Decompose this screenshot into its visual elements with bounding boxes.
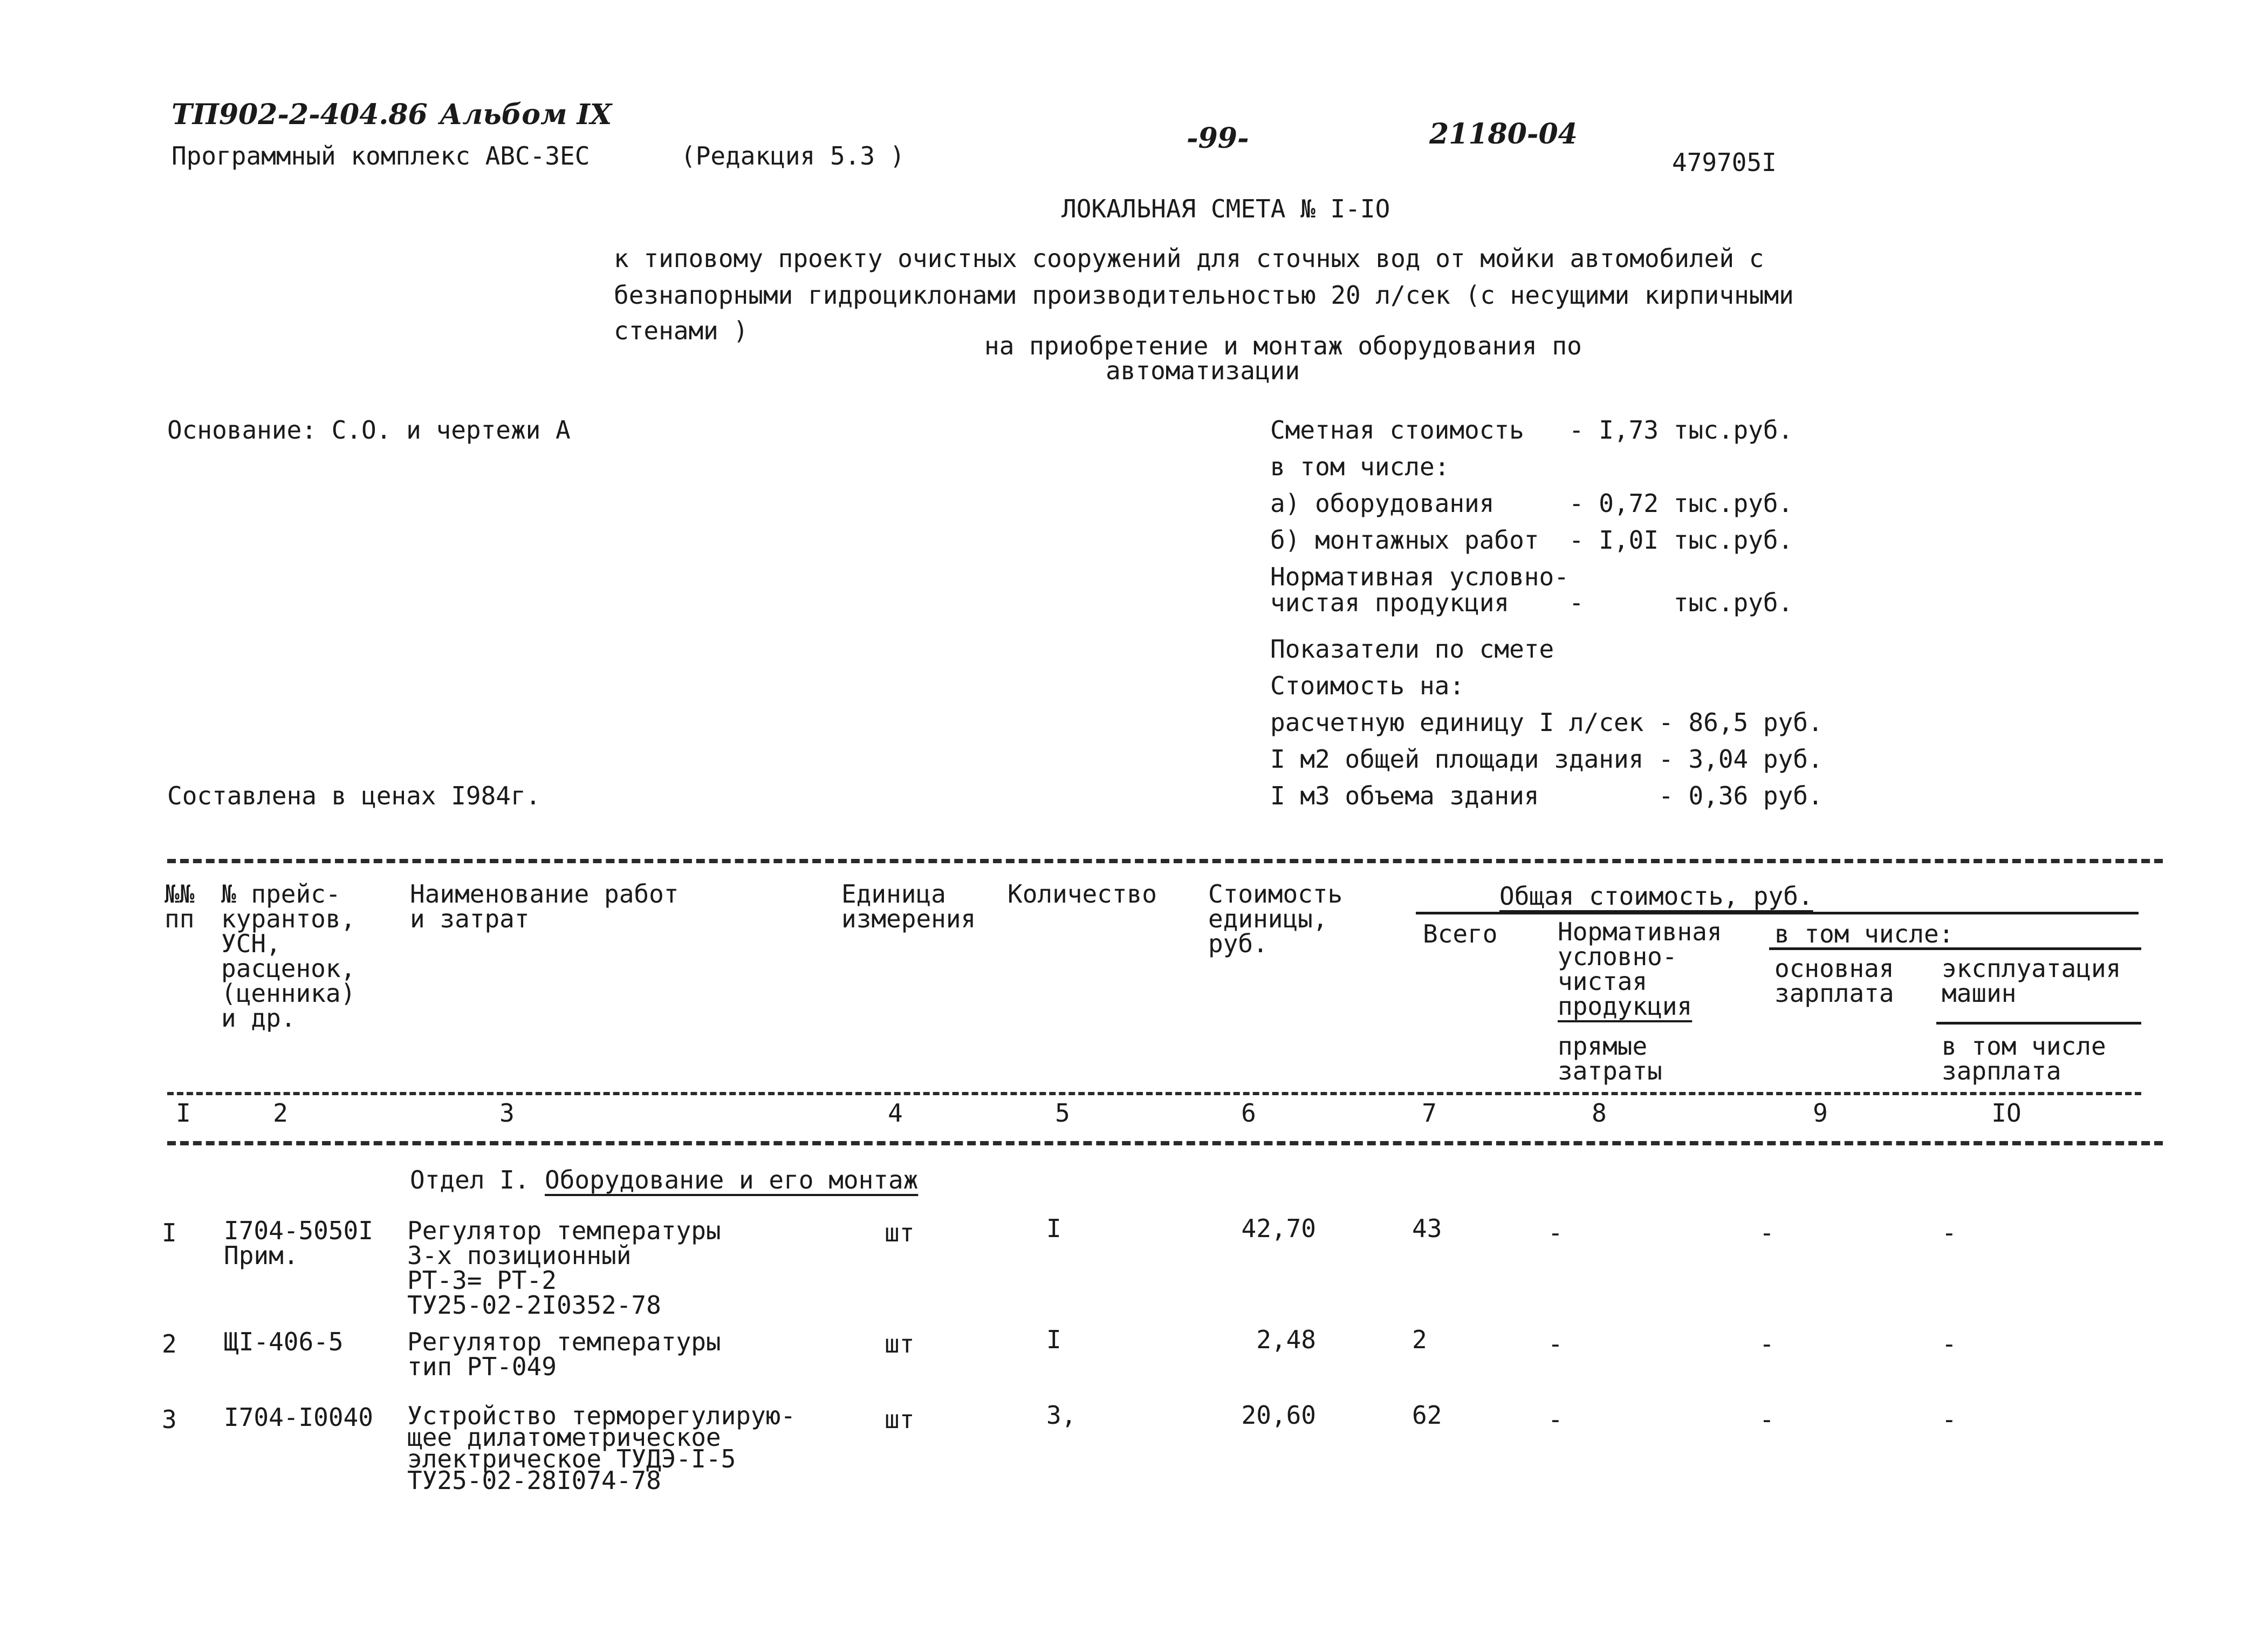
row-machines: - [1942, 1329, 1957, 1358]
prices-text: Составлена в ценах I984г. [167, 781, 541, 810]
basis-text: Основание: С.О. и чертежи А [167, 415, 571, 445]
row-quantity: 3, [1046, 1401, 1077, 1430]
col-number-6: 6 [1241, 1098, 1256, 1128]
summary-including: в том числе: [1270, 452, 1450, 481]
program-name: Программный комплекс АВС-ЗЕС [172, 141, 590, 170]
summary-net-product-2: чистая продукция - тыс.руб. [1270, 588, 1793, 617]
col-number-7: 7 [1422, 1098, 1437, 1128]
row-total: 2 [1412, 1325, 1427, 1354]
section-title: Оборудование и его монтаж [545, 1165, 919, 1194]
row-machines: - [1942, 1218, 1957, 1247]
col-header-unit-cost: Стоимость единицы, руб. [1208, 879, 1343, 958]
col-number-2: 2 [273, 1098, 288, 1128]
summary-per-unit: расчетную единицу I л/сек - 86,5 руб. [1270, 708, 1823, 737]
row-total: 62 [1412, 1401, 1442, 1430]
handwritten-project-code: ТП902-2-404.86 [172, 98, 428, 131]
document-code: 21180-04 [1429, 118, 1578, 151]
row-price-code: ЩI-406-5 [224, 1327, 344, 1356]
col-number-9: 9 [1813, 1098, 1828, 1128]
title-description-line-1: к типовому проекту очистных сооружений для сточных вод от мойки автомобилей с [614, 244, 1764, 273]
row-unit: шт [885, 1329, 915, 1358]
row-unit-cost: 20,60 [1241, 1401, 1316, 1430]
row-unit-cost: 2,48 [1256, 1325, 1316, 1354]
table-header-rule [167, 1092, 2141, 1095]
summary-cost: Сметная стоимость - I,73 тыс.руб. [1270, 415, 1793, 445]
table-top-rule [167, 859, 2163, 863]
row-net-product: - [1548, 1405, 1563, 1434]
page-title: ЛОКАЛЬНАЯ СМЕТА № I-IO [1061, 194, 1390, 223]
row-net-product: - [1548, 1218, 1563, 1247]
summary-equipment: а) оборудования - 0,72 тыс.руб. [1270, 489, 1793, 518]
summary-net-product-1: Нормативная условно- [1270, 562, 1569, 591]
col-header-machines: эксплуатация машин [1942, 954, 2121, 1008]
document-number: 479705I [1672, 148, 1777, 177]
title-description-line-2: безнапорными гидроциклонами производительностью 20 л/сек (с несущими кирпичными [614, 281, 1794, 310]
col-header-base-salary: основная зарплата [1774, 954, 1894, 1008]
section-prefix: Отдел I. [410, 1165, 530, 1194]
title-description-line-3: стенами ) [614, 316, 749, 345]
col-header-net-product-underlined: продукция [1558, 992, 1693, 1021]
summary-indicators: Показатели по смете [1270, 634, 1554, 664]
page-number: -99- [1187, 122, 1249, 155]
row-unit: шт [885, 1218, 915, 1247]
row-price-code: I704-5050I Прим. [224, 1216, 373, 1270]
column-numbers-rule [167, 1141, 2163, 1145]
row-number: I [162, 1218, 177, 1247]
row-work-name: Регулятор температуры 3-х позиционный РТ-3= РТ-2 ТУ25-02-2I0352-78 [407, 1216, 721, 1320]
handwritten-album-label: Альбом IX [440, 98, 612, 131]
row-unit-cost: 42,70 [1241, 1214, 1316, 1243]
col-header-number: №№ пп [165, 879, 195, 933]
row-quantity: I [1046, 1325, 1061, 1354]
col-number-4: 4 [888, 1098, 903, 1128]
edition-label: (Редакция 5.3 ) [681, 141, 905, 170]
total-group-rule [1416, 912, 2139, 914]
col-number-10: IO [1991, 1098, 2022, 1128]
row-net-product: - [1548, 1329, 1563, 1358]
subtitle-line-2: автоматизации [1106, 356, 1300, 385]
row-unit: шт [885, 1405, 915, 1434]
col-header-direct-costs: прямые затраты [1558, 1032, 1662, 1085]
summary-cost-per: Стоимость на: [1270, 671, 1465, 700]
row-base-salary: - [1759, 1218, 1774, 1247]
col-number-8: 8 [1592, 1098, 1607, 1128]
row-price-code: I704-I0040 [224, 1403, 373, 1432]
col-number-3: 3 [499, 1098, 515, 1128]
row-work-name: Регулятор температуры тип РТ-049 [407, 1327, 721, 1381]
col-header-net-product: Нормативная условно- чистая [1558, 917, 1722, 996]
col-header-including: в том числе: [1774, 919, 1954, 948]
col-header-quantity: Количество [1008, 879, 1157, 909]
col-header-total: Всего [1423, 919, 1498, 948]
col-header-unit: Единица измерения [841, 879, 976, 933]
row-quantity: I [1046, 1214, 1061, 1243]
summary-per-m3: I м3 объема здания - 0,36 руб. [1270, 781, 1823, 810]
row-number: 3 [162, 1405, 177, 1434]
row-machines: - [1942, 1405, 1957, 1434]
summary-per-m2: I м2 общей площади здания - 3,04 руб. [1270, 745, 1823, 774]
row-total: 43 [1412, 1214, 1442, 1243]
col-header-work-name: Наименование работ и затрат [410, 879, 679, 933]
summary-installation: б) монтажных работ - I,0I тыс.руб. [1270, 525, 1793, 555]
col-number-5: 5 [1055, 1098, 1070, 1128]
subtitle-line-1: на приобретение и монтаж оборудования по [984, 331, 1582, 360]
col-number-1: I [176, 1098, 191, 1128]
row-base-salary: - [1759, 1405, 1774, 1434]
col-header-machines-salary: в том числе зарплата [1942, 1032, 2106, 1085]
col-header-total-group: Общая стоимость, руб. [1499, 882, 1813, 911]
row-base-salary: - [1759, 1329, 1774, 1358]
col-header-price-list: № прейс- курантов, УСН, расценок, (ценника) и др. [221, 879, 356, 1033]
row-work-name: Устройство терморегулирую- щее дилатометрическое электрическое ТУДЭ-I-5 ТУ25-02-28I074-78 [407, 1401, 796, 1495]
row-number: 2 [162, 1329, 177, 1358]
machines-rule [1936, 1022, 2141, 1025]
